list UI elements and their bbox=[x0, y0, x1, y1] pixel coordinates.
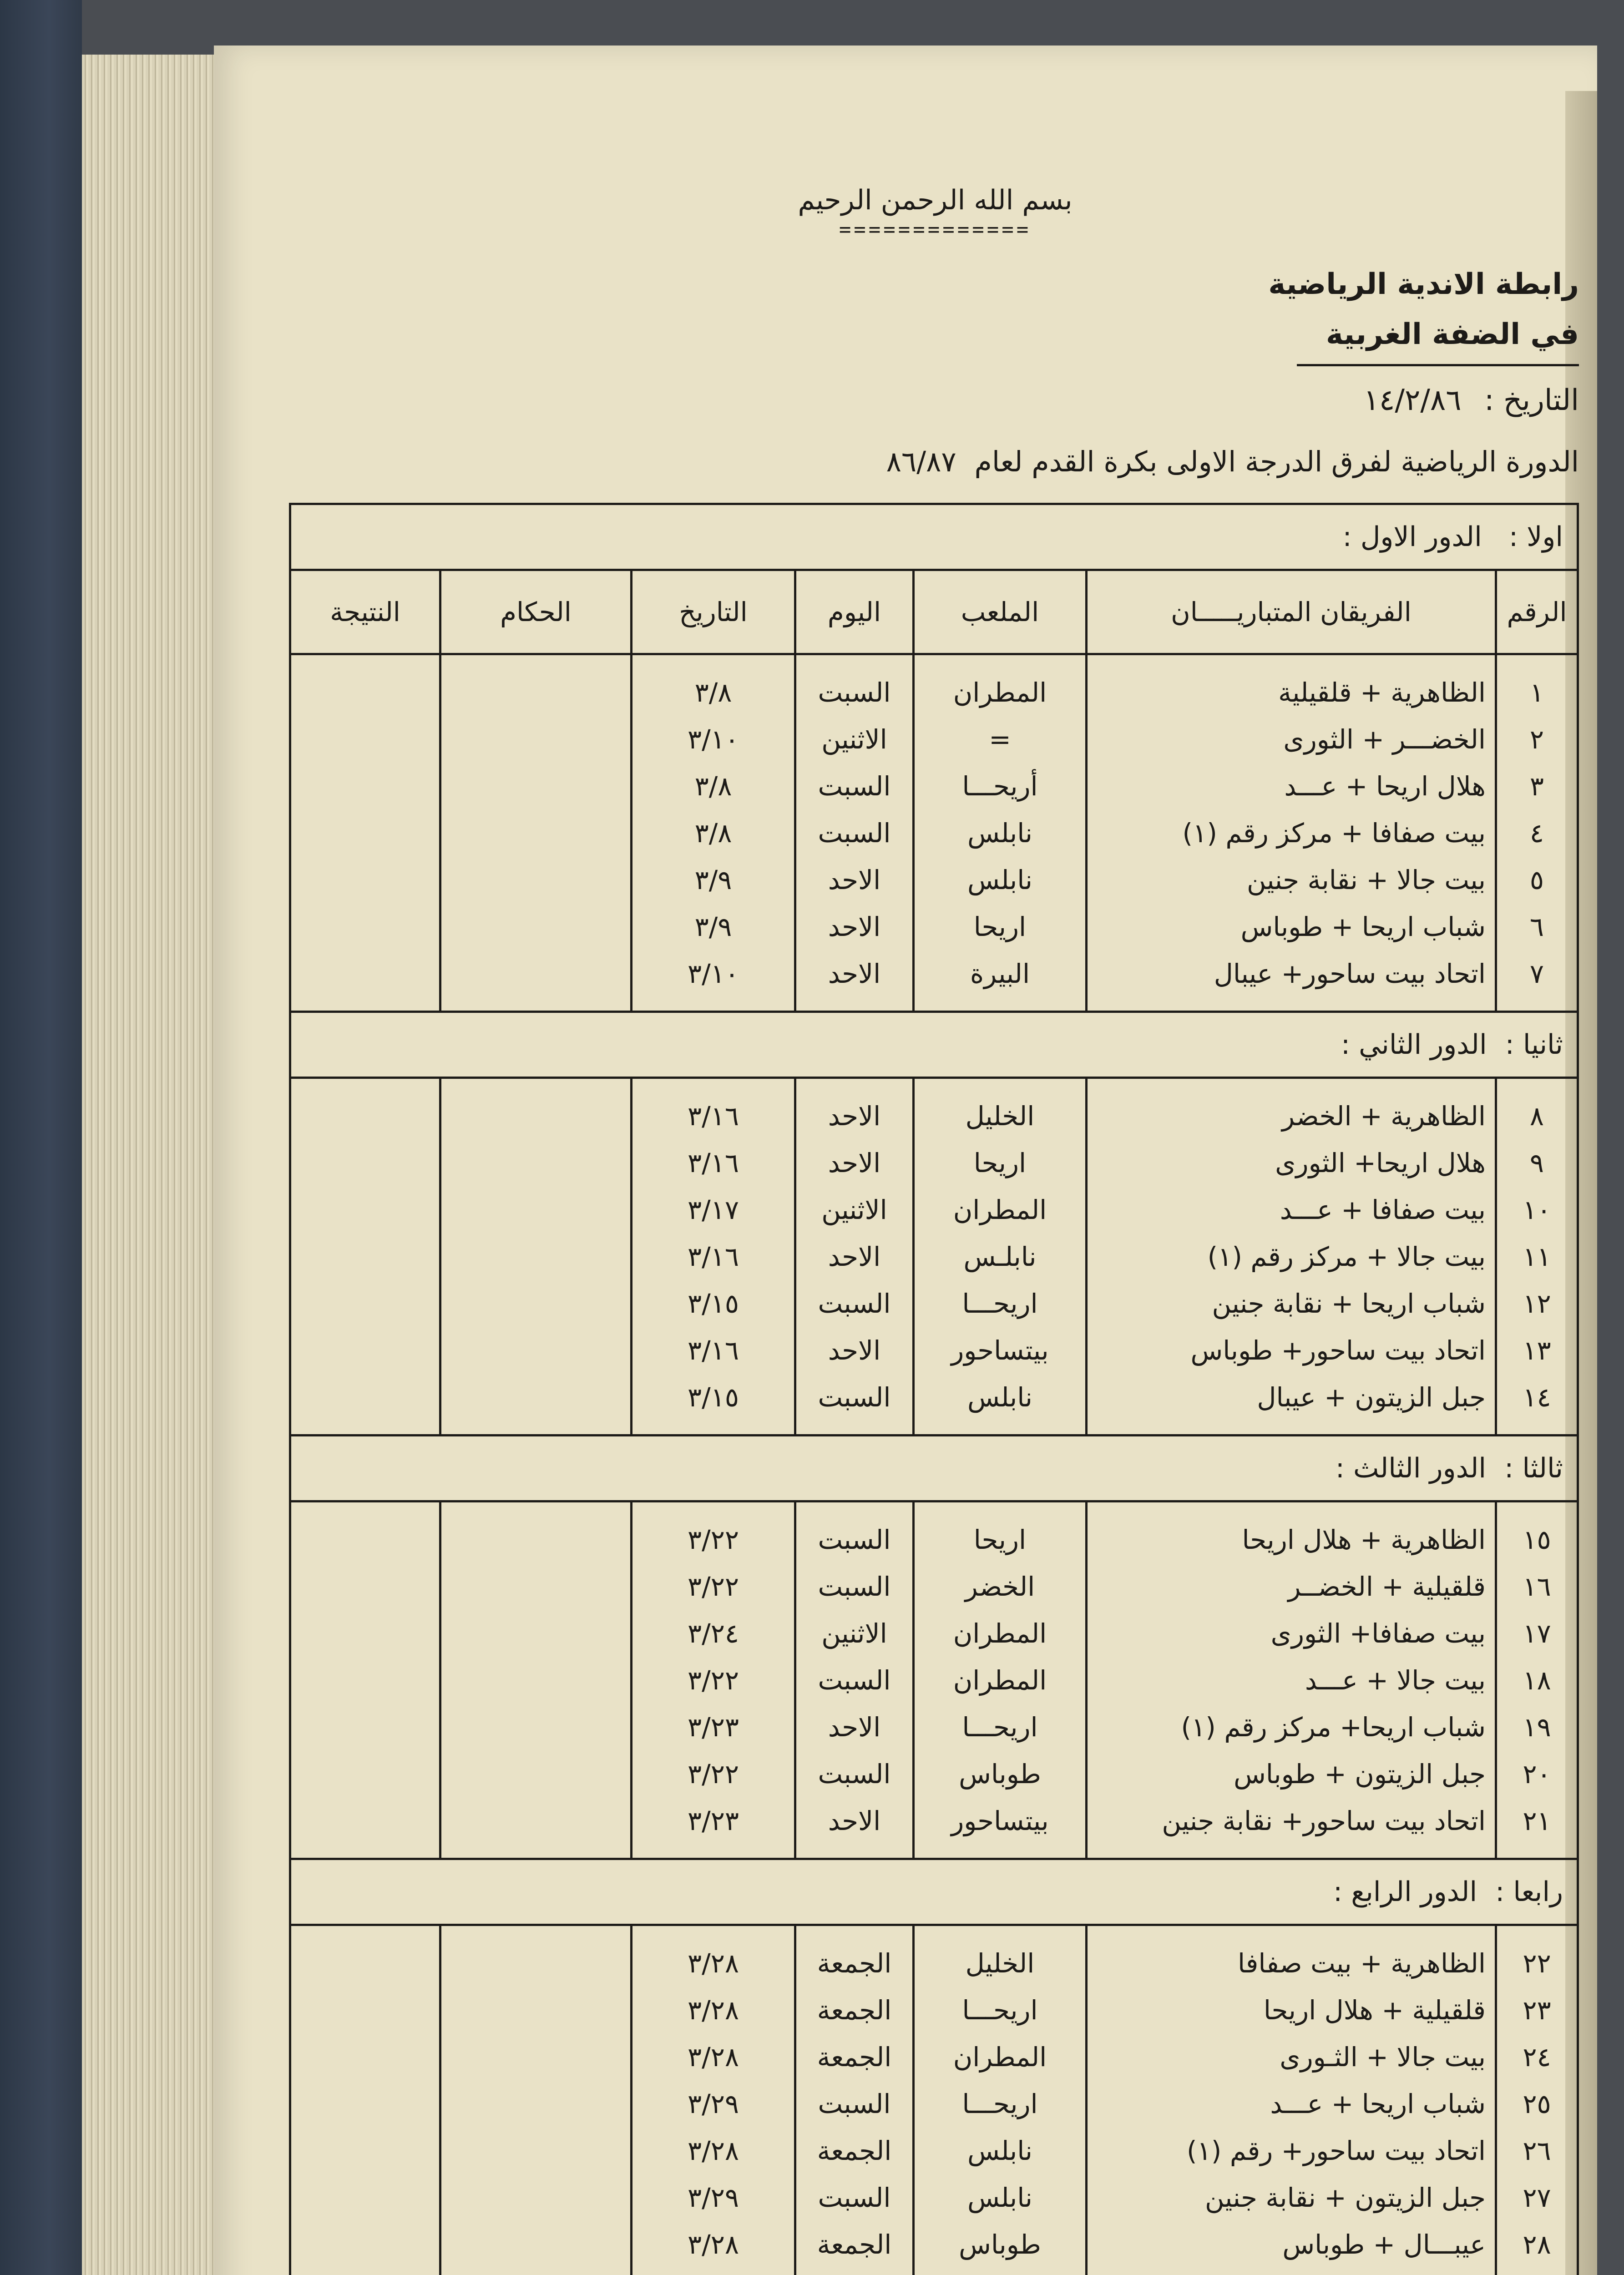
col-header-no: الرقم bbox=[1496, 570, 1578, 654]
table-row bbox=[290, 1940, 1578, 1987]
match-date: ٣/٢٢ bbox=[632, 1516, 795, 1563]
date-label: التاريخ : bbox=[1484, 384, 1579, 417]
match-day: السبت bbox=[795, 1374, 914, 1421]
match-venue: المطران bbox=[914, 669, 1087, 716]
match-number: ٥ bbox=[1496, 856, 1578, 903]
match-number: ١٠ bbox=[1496, 1186, 1578, 1233]
match-referees bbox=[440, 1940, 632, 1987]
match-venue: نابلس bbox=[914, 809, 1087, 856]
match-day: السبت bbox=[795, 1657, 914, 1704]
match-day: الاحد bbox=[795, 1327, 914, 1374]
table-row bbox=[290, 856, 1578, 903]
match-number: ٢٦ bbox=[1496, 2127, 1578, 2174]
match-result bbox=[290, 1657, 440, 1704]
org-underline bbox=[1297, 364, 1579, 366]
match-date: ٣/١٠ bbox=[632, 950, 795, 997]
match-date: ٣/٢٨ bbox=[632, 1987, 795, 2033]
match-teams: بيت صفافا+ الثورى bbox=[1087, 1610, 1496, 1657]
date-value: ١٤/٢/٨٦ bbox=[1363, 384, 1462, 417]
match-referees bbox=[440, 1704, 632, 1750]
match-referees bbox=[440, 2127, 632, 2174]
match-venue: الخليل bbox=[914, 1092, 1087, 1139]
match-venue: اريحا bbox=[914, 1516, 1087, 1563]
match-number: ١ bbox=[1496, 669, 1578, 716]
table-row bbox=[290, 1750, 1578, 1797]
match-result bbox=[290, 716, 440, 763]
match-date: ٣/١٥ bbox=[632, 1280, 795, 1327]
match-result bbox=[290, 1704, 440, 1750]
table-row bbox=[290, 763, 1578, 809]
match-venue: اريحـــا bbox=[914, 1280, 1087, 1327]
basmala-underline: ============= bbox=[839, 218, 1032, 241]
table-row bbox=[290, 2080, 1578, 2127]
match-number: ١٧ bbox=[1496, 1610, 1578, 1657]
match-day: السبت bbox=[795, 669, 914, 716]
match-number: ٣ bbox=[1496, 763, 1578, 809]
match-day: السبت bbox=[795, 809, 914, 856]
match-teams: بيت جالا + مركز رقم (١) bbox=[1087, 1233, 1496, 1280]
match-date: ٣/١٦ bbox=[632, 1233, 795, 1280]
row-spacer bbox=[290, 1844, 1578, 1859]
match-teams: هلال اريحا+ الثورى bbox=[1087, 1139, 1496, 1186]
match-venue: نابلس bbox=[914, 856, 1087, 903]
match-day: السبت bbox=[795, 1516, 914, 1563]
match-date: ٣/١٦ bbox=[632, 1092, 795, 1139]
match-teams: الظاهرية + قلقيلية bbox=[1087, 669, 1496, 716]
match-day: الاحد bbox=[795, 1704, 914, 1750]
match-number: ١٢ bbox=[1496, 1280, 1578, 1327]
match-referees bbox=[440, 1516, 632, 1563]
round-ordinal: ثانيا : bbox=[1505, 1029, 1563, 1061]
col-header-referees: الحكام bbox=[440, 570, 632, 654]
round-name: الدور الثالث : bbox=[1335, 1452, 1487, 1484]
match-day: السبت bbox=[795, 763, 914, 809]
match-teams: الظاهرية + بيت صفافا bbox=[1087, 1940, 1496, 1987]
match-date: ٣/٢٢ bbox=[632, 1563, 795, 1610]
round-name: الدور الرابع : bbox=[1333, 1876, 1477, 1908]
match-day: الجمعة bbox=[795, 1940, 914, 1987]
match-venue: طوباس bbox=[914, 2221, 1087, 2268]
match-teams: الظاهرية + الخضر bbox=[1087, 1092, 1496, 1139]
col-header-venue: الملعب bbox=[914, 570, 1087, 654]
match-day: الاحد bbox=[795, 1797, 914, 1844]
match-referees bbox=[440, 2221, 632, 2268]
match-day: السبت bbox=[795, 1750, 914, 1797]
match-result bbox=[290, 856, 440, 903]
match-result bbox=[290, 1374, 440, 1421]
match-referees bbox=[440, 1987, 632, 2033]
round-header-row bbox=[290, 1436, 1578, 1502]
match-result bbox=[290, 2033, 440, 2080]
round-header-row bbox=[290, 1859, 1578, 1925]
match-result bbox=[290, 950, 440, 997]
match-teams: قلقيلية + الخضــر bbox=[1087, 1563, 1496, 1610]
match-number: ٢٨ bbox=[1496, 2221, 1578, 2268]
org-name-line1: رابطة الاندية الرياضية bbox=[1268, 268, 1579, 301]
match-result bbox=[290, 1987, 440, 2033]
match-teams: شباب اريحا+ مركز رقم (١) bbox=[1087, 1704, 1496, 1750]
match-teams: بيت صفافا + مركز رقم (١) bbox=[1087, 809, 1496, 856]
table-row bbox=[290, 1516, 1578, 1563]
match-date: ٣/٨ bbox=[632, 809, 795, 856]
heading-text: الدورة الرياضية لفرق الدرجة الاولى بكرة القدم لعام bbox=[974, 445, 1579, 478]
match-teams: شباب اريحا + عـــد bbox=[1087, 2080, 1496, 2127]
row-spacer bbox=[290, 654, 1578, 669]
row-spacer bbox=[290, 1502, 1578, 1517]
match-referees bbox=[440, 1186, 632, 1233]
match-referees bbox=[440, 2174, 632, 2221]
match-number: ٢٧ bbox=[1496, 2174, 1578, 2221]
match-venue: نابلس bbox=[914, 1374, 1087, 1421]
match-date: ٣/٢٨ bbox=[632, 2221, 795, 2268]
match-referees bbox=[440, 950, 632, 997]
match-referees bbox=[440, 716, 632, 763]
match-venue: البيرة bbox=[914, 950, 1087, 997]
match-result bbox=[290, 809, 440, 856]
match-date: ٣/٩ bbox=[632, 856, 795, 903]
match-date: ٣/٢٩ bbox=[632, 2174, 795, 2221]
match-date: ٣/١٥ bbox=[632, 1374, 795, 1421]
match-date: ٣/٢٨ bbox=[632, 2033, 795, 2080]
match-referees bbox=[440, 2033, 632, 2080]
match-teams: بيت جالا + نقابة جنين bbox=[1087, 856, 1496, 903]
match-referees bbox=[440, 809, 632, 856]
table-row bbox=[290, 1327, 1578, 1374]
table-row bbox=[290, 2033, 1578, 2080]
table-row bbox=[290, 2174, 1578, 2221]
match-result bbox=[290, 1327, 440, 1374]
match-result bbox=[290, 1750, 440, 1797]
match-day: الجمعة bbox=[795, 1987, 914, 2033]
match-venue: = bbox=[914, 716, 1087, 763]
round-name: الدور الثاني : bbox=[1341, 1029, 1487, 1061]
match-teams: هلال اريحا + عـــد bbox=[1087, 763, 1496, 809]
match-referees bbox=[440, 1610, 632, 1657]
match-venue: الخضر bbox=[914, 1563, 1087, 1610]
match-day: الجمعة bbox=[795, 2221, 914, 2268]
match-number: ٢٣ bbox=[1496, 1987, 1578, 2033]
match-day: الاحد bbox=[795, 1233, 914, 1280]
match-number: ٧ bbox=[1496, 950, 1578, 997]
table-row bbox=[290, 903, 1578, 950]
round-header-row bbox=[290, 1012, 1578, 1078]
schedule-table bbox=[289, 503, 1579, 2275]
match-venue: الخليل bbox=[914, 1940, 1087, 1987]
match-venue: المطران bbox=[914, 2033, 1087, 2080]
match-teams: الظاهرية + هلال اريحا bbox=[1087, 1516, 1496, 1563]
match-result bbox=[290, 1139, 440, 1186]
round-ordinal: ثالثا : bbox=[1504, 1452, 1563, 1484]
table-row bbox=[290, 1233, 1578, 1280]
round-name: الدور الاول : bbox=[1342, 521, 1482, 553]
match-result bbox=[290, 1280, 440, 1327]
match-result bbox=[290, 1092, 440, 1139]
table-row bbox=[290, 1280, 1578, 1327]
table-header-row bbox=[290, 570, 1578, 654]
match-day: السبت bbox=[795, 1563, 914, 1610]
match-number: ٢٥ bbox=[1496, 2080, 1578, 2127]
match-number: ٩ bbox=[1496, 1139, 1578, 1186]
col-header-teams: الفريقان المتباريـــــان bbox=[1087, 570, 1496, 654]
match-date: ٣/٢٣ bbox=[632, 1704, 795, 1750]
table-row bbox=[290, 1139, 1578, 1186]
row-spacer bbox=[290, 2268, 1578, 2275]
match-result bbox=[290, 1563, 440, 1610]
date-line bbox=[291, 375, 1579, 425]
table-row bbox=[290, 2221, 1578, 2268]
table-row bbox=[290, 1563, 1578, 1610]
round-ordinal: رابعا : bbox=[1495, 1876, 1563, 1908]
document-page bbox=[214, 46, 1597, 2275]
match-referees bbox=[440, 763, 632, 809]
match-teams: اتحاد بيت ساحور+ طوباس bbox=[1087, 1327, 1496, 1374]
table-row bbox=[290, 2127, 1578, 2174]
basmala: بسم الله الرحمن الرحيم bbox=[798, 184, 1073, 216]
table-row bbox=[290, 669, 1578, 716]
heading-season: ٨٦/٨٧ bbox=[886, 445, 956, 478]
match-date: ٣/٢٨ bbox=[632, 2127, 795, 2174]
match-date: ٣/١٦ bbox=[632, 1327, 795, 1374]
match-result bbox=[290, 763, 440, 809]
match-date: ٣/٢٢ bbox=[632, 1750, 795, 1797]
match-number: ٢١ bbox=[1496, 1797, 1578, 1844]
match-teams: جبل الزيتون + نقابة جنين bbox=[1087, 2174, 1496, 2221]
match-referees bbox=[440, 2080, 632, 2127]
table-row bbox=[290, 1186, 1578, 1233]
match-teams: عيبـــال + طوباس bbox=[1087, 2221, 1496, 2268]
table-row bbox=[290, 950, 1578, 997]
match-venue: أريحـــا bbox=[914, 763, 1087, 809]
match-teams: بيت صفافا + عـــد bbox=[1087, 1186, 1496, 1233]
match-teams: اتحاد بيت ساحور+ رقم (١) bbox=[1087, 2127, 1496, 2174]
match-teams: شباب اريحا + نقابة جنين bbox=[1087, 1280, 1496, 1327]
match-number: ٤ bbox=[1496, 809, 1578, 856]
match-date: ٣/٨ bbox=[632, 763, 795, 809]
match-referees bbox=[440, 1374, 632, 1421]
row-spacer bbox=[290, 1925, 1578, 1940]
table-row bbox=[290, 1704, 1578, 1750]
col-header-day: اليوم bbox=[795, 570, 914, 654]
match-teams: اتحاد بيت ساحور+ نقابة جنين bbox=[1087, 1797, 1496, 1844]
match-number: ١٩ bbox=[1496, 1704, 1578, 1750]
page-content bbox=[291, 182, 1579, 2275]
match-number: ٨ bbox=[1496, 1092, 1578, 1139]
match-number: ٦ bbox=[1496, 903, 1578, 950]
row-spacer bbox=[290, 1078, 1578, 1093]
match-teams: بيت جالا + عـــد bbox=[1087, 1657, 1496, 1704]
document-heading bbox=[291, 435, 1579, 489]
match-day: السبت bbox=[795, 2174, 914, 2221]
match-teams: اتحاد بيت ساحور+ عيبال bbox=[1087, 950, 1496, 997]
match-day: الاحد bbox=[795, 856, 914, 903]
match-referees bbox=[440, 1563, 632, 1610]
match-day: الاحد bbox=[795, 903, 914, 950]
match-date: ٣/١٠ bbox=[632, 716, 795, 763]
match-day: الاحد bbox=[795, 1092, 914, 1139]
match-date: ٣/٨ bbox=[632, 669, 795, 716]
match-day: الجمعة bbox=[795, 2033, 914, 2080]
match-venue: نابلس bbox=[914, 2174, 1087, 2221]
col-header-date: التاريخ bbox=[632, 570, 795, 654]
match-date: ٣/٢٨ bbox=[632, 1940, 795, 1987]
match-venue: المطران bbox=[914, 1657, 1087, 1704]
match-number: ٢٠ bbox=[1496, 1750, 1578, 1797]
match-number: ٢٤ bbox=[1496, 2033, 1578, 2080]
match-referees bbox=[440, 903, 632, 950]
match-result bbox=[290, 2080, 440, 2127]
match-result bbox=[290, 903, 440, 950]
match-day: الجمعة bbox=[795, 2127, 914, 2174]
match-venue: بيتساحور bbox=[914, 1797, 1087, 1844]
match-date: ٣/٢٢ bbox=[632, 1657, 795, 1704]
table-row bbox=[290, 1092, 1578, 1139]
match-result bbox=[290, 2221, 440, 2268]
match-venue: نابلـس bbox=[914, 1233, 1087, 1280]
match-day: السبت bbox=[795, 1280, 914, 1327]
match-result bbox=[290, 669, 440, 716]
match-venue: المطران bbox=[914, 1610, 1087, 1657]
match-day: السبت bbox=[795, 2080, 914, 2127]
match-date: ٣/٢٣ bbox=[632, 1797, 795, 1844]
match-teams: الخضـــر + الثورى bbox=[1087, 716, 1496, 763]
match-number: ١٣ bbox=[1496, 1327, 1578, 1374]
match-day: الاثنين bbox=[795, 716, 914, 763]
match-number: ٢ bbox=[1496, 716, 1578, 763]
match-date: ٣/٢٤ bbox=[632, 1610, 795, 1657]
match-referees bbox=[440, 1750, 632, 1797]
col-header-result: النتيجة bbox=[290, 570, 440, 654]
org-name-line2: في الضفة الغربية bbox=[1326, 318, 1579, 351]
round-ordinal: اولا : bbox=[1508, 521, 1563, 553]
match-referees bbox=[440, 1280, 632, 1327]
match-venue: المطران bbox=[914, 1186, 1087, 1233]
match-number: ١١ bbox=[1496, 1233, 1578, 1280]
match-referees bbox=[440, 1657, 632, 1704]
match-teams: جبل الزيتون + طوباس bbox=[1087, 1750, 1496, 1797]
match-venue: اريحا bbox=[914, 1139, 1087, 1186]
match-date: ٣/٢٩ bbox=[632, 2080, 795, 2127]
row-spacer bbox=[290, 1421, 1578, 1436]
match-date: ٣/١٧ bbox=[632, 1186, 795, 1233]
match-result bbox=[290, 1233, 440, 1280]
match-referees bbox=[440, 1327, 632, 1374]
table-row bbox=[290, 809, 1578, 856]
table-row bbox=[290, 1610, 1578, 1657]
table-row bbox=[290, 1797, 1578, 1844]
match-number: ١٨ bbox=[1496, 1657, 1578, 1704]
table-row bbox=[290, 716, 1578, 763]
match-result bbox=[290, 2127, 440, 2174]
row-spacer bbox=[290, 997, 1578, 1012]
match-teams: بيت جالا + الثـورى bbox=[1087, 2033, 1496, 2080]
table-row bbox=[290, 1374, 1578, 1421]
match-referees bbox=[440, 1797, 632, 1844]
match-referees bbox=[440, 1092, 632, 1139]
match-number: ١٥ bbox=[1496, 1516, 1578, 1563]
round-header-row bbox=[290, 504, 1578, 570]
match-venue: طوباس bbox=[914, 1750, 1087, 1797]
match-teams: جبل الزيتون + عيبال bbox=[1087, 1374, 1496, 1421]
table-row bbox=[290, 1657, 1578, 1704]
match-day: الاثنين bbox=[795, 1186, 914, 1233]
match-referees bbox=[440, 1233, 632, 1280]
match-result bbox=[290, 1610, 440, 1657]
match-date: ٣/١٦ bbox=[632, 1139, 795, 1186]
table-row bbox=[290, 1987, 1578, 2033]
match-venue: نابلس bbox=[914, 2127, 1087, 2174]
match-result bbox=[290, 1516, 440, 1563]
book-binding bbox=[0, 0, 82, 2275]
match-venue: بيتساحور bbox=[914, 1327, 1087, 1374]
match-day: الاحد bbox=[795, 950, 914, 997]
match-day: الاثنين bbox=[795, 1610, 914, 1657]
match-referees bbox=[440, 856, 632, 903]
match-venue: اريحا bbox=[914, 903, 1087, 950]
match-result bbox=[290, 1940, 440, 1987]
match-venue: اريحـــا bbox=[914, 1704, 1087, 1750]
match-result bbox=[290, 1797, 440, 1844]
match-referees bbox=[440, 669, 632, 716]
match-date: ٣/٩ bbox=[632, 903, 795, 950]
match-venue: اريحـــا bbox=[914, 1987, 1087, 2033]
match-teams: شباب اريحا + طوباس bbox=[1087, 903, 1496, 950]
match-result bbox=[290, 1186, 440, 1233]
match-number: ١٤ bbox=[1496, 1374, 1578, 1421]
match-referees bbox=[440, 1139, 632, 1186]
match-venue: اريحـــا bbox=[914, 2080, 1087, 2127]
page-stack-edge bbox=[82, 55, 218, 2275]
match-teams: قلقيلية + هلال اريحا bbox=[1087, 1987, 1496, 2033]
match-result bbox=[290, 2174, 440, 2221]
match-day: الاحد bbox=[795, 1139, 914, 1186]
match-number: ٢٢ bbox=[1496, 1940, 1578, 1987]
match-number: ١٦ bbox=[1496, 1563, 1578, 1610]
